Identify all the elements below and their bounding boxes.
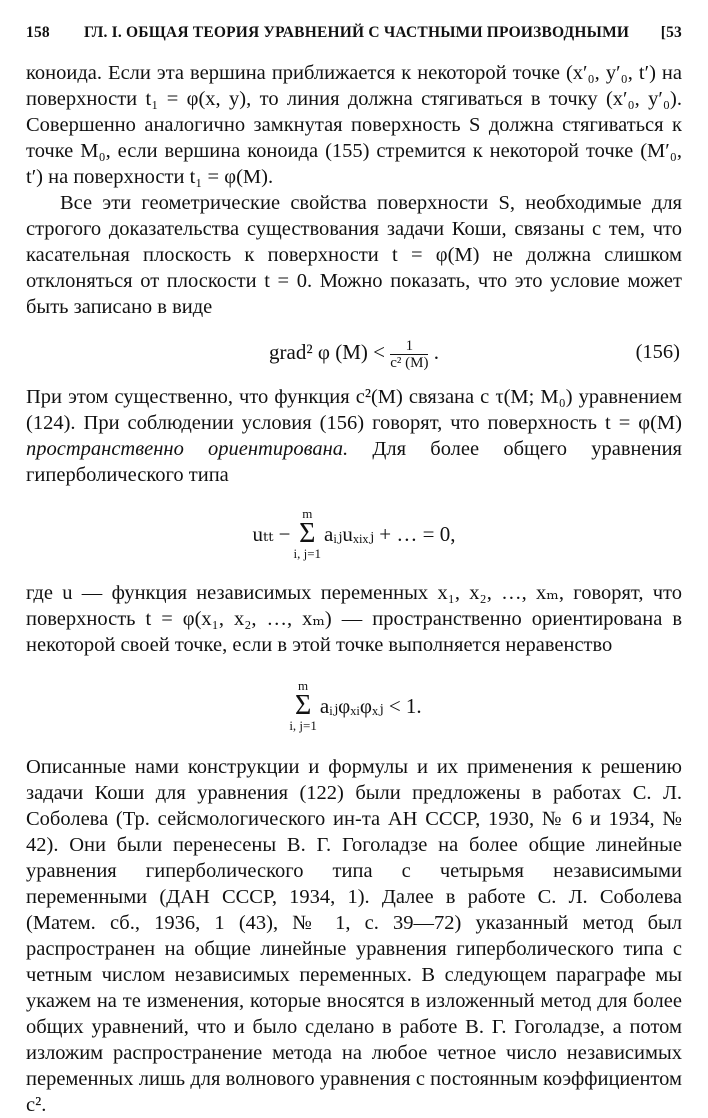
fraction-numerator: 1 [390, 338, 428, 355]
summation-block [289, 679, 317, 733]
summation-lower-limit: i, j=1 [289, 718, 317, 733]
section-label: [53 [660, 24, 682, 41]
summation-block [293, 507, 321, 561]
equation-inequality-rhs: aᵢⱼφₓᵢφₓⱼ < 1. [319, 693, 422, 718]
paragraph-3-emphasis: пространственно ориентирована. [26, 438, 349, 460]
equation-156-fraction [390, 338, 428, 371]
equation-hyperbolic-lhs: uₜₜ − [252, 521, 291, 546]
equation-156-lhs: grad² φ (M) < [269, 340, 385, 364]
fraction-denominator: c² (M) [390, 354, 429, 371]
paragraph-1: коноида. Если эта вершина приближается к некоторой точке (x′₀, y′₀, t′) на поверхности t₁ = φ(x, y), то линия должна стягиваться в точку (x′₀, y′₀). Совершенно аналогично замкнутая поверхность S должна стягиваться к точке M₀, если вершина коноида (155) стремится к некоторой точке (M′₀, t′) на поверхности t₁ = φ(M). [26, 62, 682, 188]
paragraph-3-text-a: При этом существенно, что функция c²(M) связана с τ(M; M₀) уравнением (124). При соблюдении условия (156) говорят, что поверхность t = φ(M) [26, 386, 682, 434]
paragraph-5: Описанные нами конструкции и формулы и их применения к решению задачи Коши для уравнения (122) были предложены в работах С. Л. Соболева (Тр. сейсмологического ин-та АН СССР, 1930, № 6 и 1934, № 42). Они были перенесены В. Г. Гоголадзе на более общие линейные уравнения гиперболического типа с четырьмя независимыми переменными (ДАН СССР, 1934, 1). Далее в работе С. Л. Соболева (Матем. сб., 1936, 1 (43), № 1, с. 39—72) указанный метод был распространен на общие линейные уравнения гиперболического типа с четным числом независимых переменных. В следующем параграфе мы укажем на те изменения, которые вносятся в изложенный метод для более общих уравнений, что и было сделано в работе В. Г. Гоголадзе, а потом изложим распространение метода на любое четное число независимых переменных лишь для волнового уравнения с постоянным коэффициентом c². [26, 756, 682, 1116]
paragraph-2: Все эти геометрические свойства поверхности S, необходимые для строгого доказательства существования задачи Коши, связаны с тем, что касательная плоскость к поверхности t = φ(M) не должна слишком отклоняться от плоскости t = 0. Можно показать, что это условие может быть записано в виде [26, 192, 682, 318]
page-header [26, 24, 682, 48]
equation-156 [26, 320, 682, 384]
paragraph-4: где u — функция независимых переменных x₁, x₂, …, xₘ, говорят, что поверхность t = φ(x₁, x₂, …, xₘ) — пространственно ориентирована в некоторой своей точке, если в этой точке выполняется неравенство [26, 582, 682, 656]
summation-upper-limit: m [302, 506, 313, 521]
equation-number-156: (156) [635, 341, 680, 363]
paragraph-3-text-b: Для более общего уравнения гиперболического типа [26, 438, 682, 486]
equation-hyperbolic [26, 488, 682, 580]
page-number: 158 [26, 24, 50, 41]
equation-inequality [26, 658, 682, 754]
equation-156-end: . [433, 340, 439, 364]
running-title: ГЛ. I. ОБЩАЯ ТЕОРИЯ УРАВНЕНИЙ С ЧАСТНЫМИ ПРОИЗВОДНЫМИ [84, 24, 630, 41]
equation-hyperbolic-rhs: aᵢⱼuₓᵢₓⱼ + … = 0, [324, 521, 456, 546]
summation-sign: Σ [299, 518, 316, 549]
summation-lower-limit: i, j=1 [293, 546, 322, 561]
summation-sign: Σ [294, 690, 312, 721]
paragraph-3 [26, 384, 682, 488]
summation-upper-limit: m [298, 678, 309, 693]
